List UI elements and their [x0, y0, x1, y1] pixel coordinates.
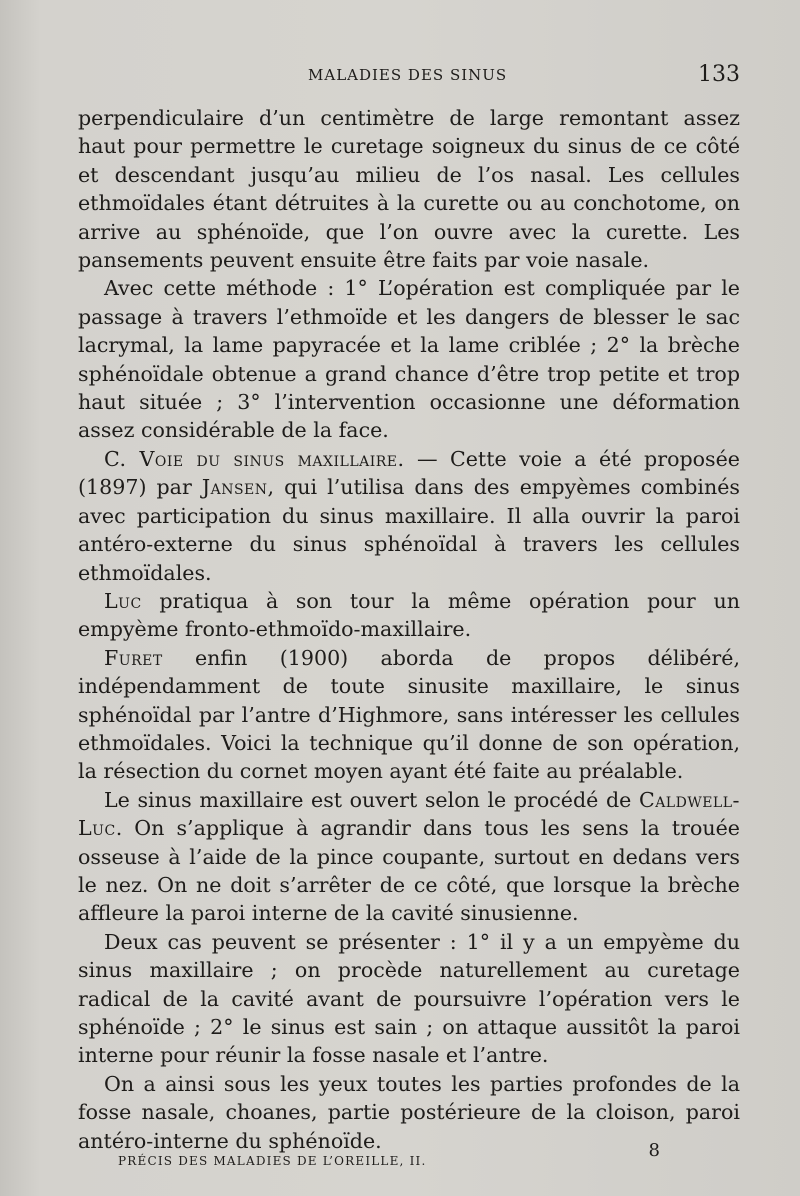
paragraph: Furet enfin (1900) aborda de propos délibéré, indépendamment de toute sinusite maxillaire, le sinus sphénoïdal par l’antre d’Highmore, sans intéresser les cellules ethmoïdales. Voici la technique qu’il donne de son opération, la résection du cornet moyen ayant été faite au préalable.: [78, 645, 740, 784]
book-title: PRÉCIS DES MALADIES DE L’OREILLE, II.: [118, 1154, 427, 1168]
paragraph: Deux cas peuvent se présenter : 1° il y a un empyème du sinus maxillaire ; on procède naturellement au curetage radical de la cavité avant de poursuivre l’opération vers le sphénoïde ; 2° le sinus est sain ; on attaque aussitôt la paroi interne pour réunir la fosse nasale et l’antre.: [78, 929, 740, 1068]
author-name: Caldwell-Luc: [78, 787, 740, 841]
body-text: [78, 104, 740, 1155]
paragraph: C. Voie du sinus maxillaire. — Cette voie a été proposée (1897) par Jansen, qui l’utilisa dans des empyèmes combinés avec participation du sinus maxillaire. Il alla ouvrir la paroi antéro-externe du sinus sphénoïdal à travers les cellules ethmoïdales.: [78, 446, 740, 585]
section-heading: C. Voie du sinus maxillaire.: [104, 446, 405, 471]
paragraph: Le sinus maxillaire est ouvert selon le procédé de Caldwell-Luc. On s’applique à agrandir dans tous les sens la trouée osseuse à l’aide de la pince coupante, surtout en dedans vers le nez. On ne doit s’arrêter de ce côté, que lorsque la brèche affleure la paroi interne de la cavité sinusienne.: [78, 787, 740, 926]
page-number: 133: [698, 62, 740, 87]
author-name: Luc: [104, 588, 142, 613]
author-name: Furet: [104, 645, 163, 670]
paragraph: Luc pratiqua à son tour la même opération pour un empyème fronto-ethmoïdo-maxillaire.: [78, 588, 740, 642]
author-name: Jansen: [201, 475, 268, 500]
paragraph: perpendiculaire d’un centimètre de large remontant assez haut pour permettre le curetage soigneux du sinus de ce côté et descendant jusqu’au milieu de l’os nasal. Les cellules ethmoïdales étant détruites à la curette ou au conchotome, on arrive au sphénoïde, que l’on ouvre avec la curette. Les pansements peuvent ensuite être faits par voie nasale.: [78, 106, 740, 273]
page-header: [78, 62, 740, 92]
running-title: MALADIES DES SINUS: [308, 66, 508, 84]
paragraph: Avec cette méthode : 1° L’opération est compliquée par le passage à travers l’ethmoïde et les dangers de blesser le sac lacrymal, la lame papyracée et la lame criblée ; 2° la brèche sphénoïdale obtenue a grand chance d’être trop petite et trop haut située ; 3° l’intervention occasionne une déformation assez considérable de la face.: [78, 276, 740, 443]
signature-mark: 8: [648, 1140, 660, 1161]
page-footer: [78, 1140, 740, 1180]
paragraph: On a ainsi sous les yeux toutes les parties profondes de la fosse nasale, choanes, partie postérieure de la cloison, paroi antéro-interne du sphénoïde.: [78, 1071, 740, 1153]
